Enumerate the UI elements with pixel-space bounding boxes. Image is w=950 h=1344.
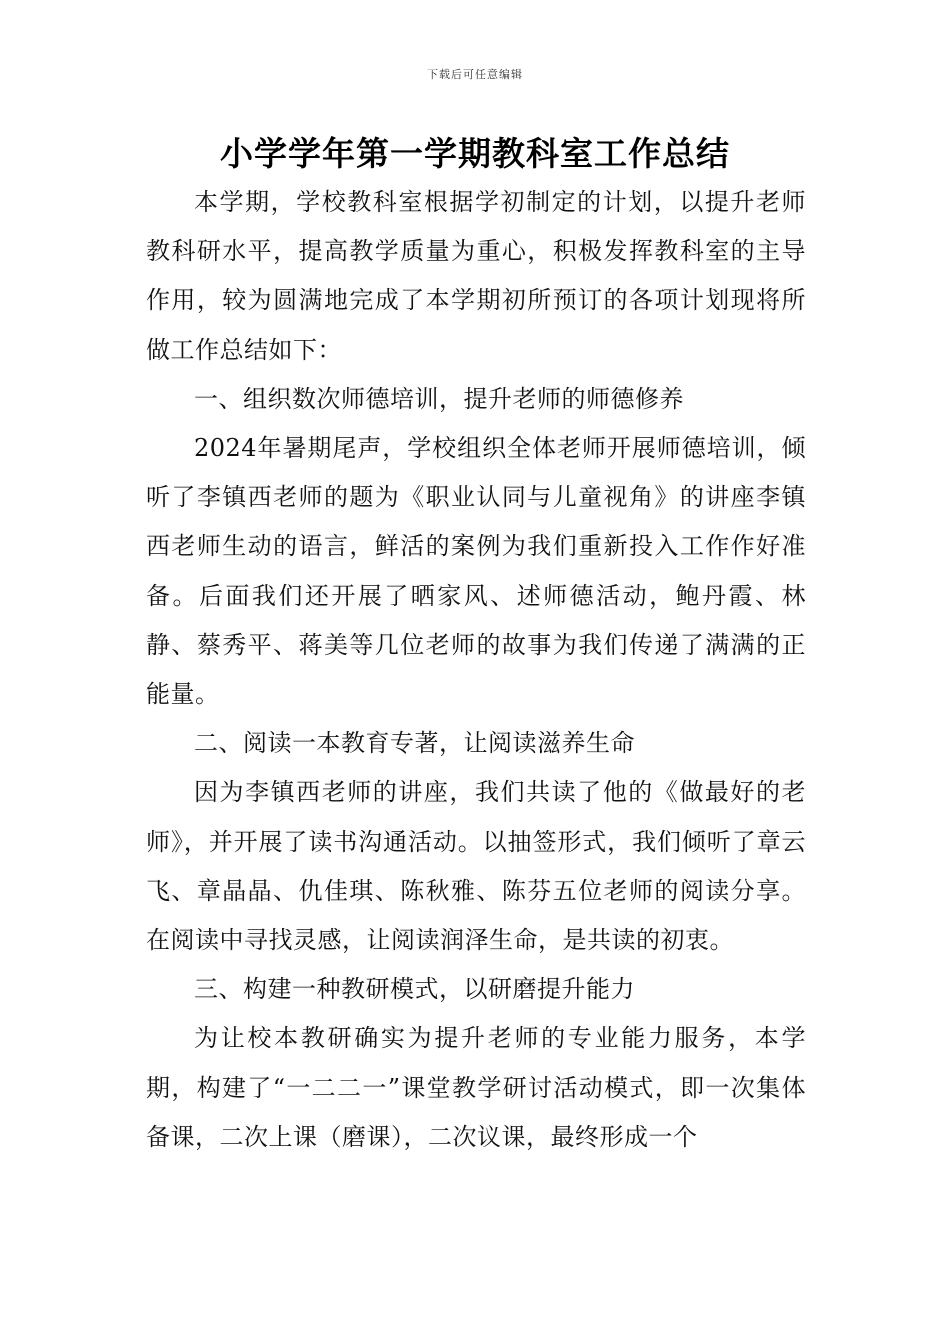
header-note: 下载后可任意编辑 xyxy=(427,68,523,81)
section-paragraph-1: 2024年暑期尾声，学校组织全体老师开展师德培训，倾听了李镇西老师的题为《职业认同与儿童视角》的讲座李镇西老师生动的语言，鲜活的案例为我们重新投入工作作好准备。后面我们还开展了晒家风、述师德活动，鲍丹霞、林静、蔡秀平、蒋美等几位老师的故事为我们传递了满满的正能量。 xyxy=(146,434,806,709)
intro-paragraph: 本学期，学校教科室根据学初制定的计划，以提升老师教科研水平，提高教学质量为重心，积极发挥教科室的主导作用，较为圆满地完成了本学期初所预订的各项计划现将所做工作总结如下： xyxy=(146,188,806,364)
section-paragraph-3: 为让校本教研确实为提升老师的专业能力服务，本学期，构建了“一二二一”课堂教学研讨活动模式，即一次集体备课，二次上课（磨课），二次议课，最终形成一个 xyxy=(146,1024,806,1151)
section-heading-3: 三、构建一种教研模式，以研磨提升能力 xyxy=(194,975,635,1004)
document-body xyxy=(146,178,806,1162)
section-heading-1: 一、组织数次师德培训，提升老师的师德修养 xyxy=(194,384,684,413)
section-heading-2: 二、阅读一本教育专著，让阅读滋养生命 xyxy=(194,729,635,758)
section-paragraph-2: 因为李镇西老师的讲座，我们共读了他的《做最好的老师》，并开展了读书沟通活动。以抽签形式，我们倾听了章云飞、章晶晶、仇佳琪、陈秋雅、陈芬五位老师的阅读分享。在阅读中寻找灵感，让阅读润泽生命，是共读的初衷。 xyxy=(146,778,806,955)
document-title: 小学学年第一学期教科室工作总结 xyxy=(220,134,730,173)
